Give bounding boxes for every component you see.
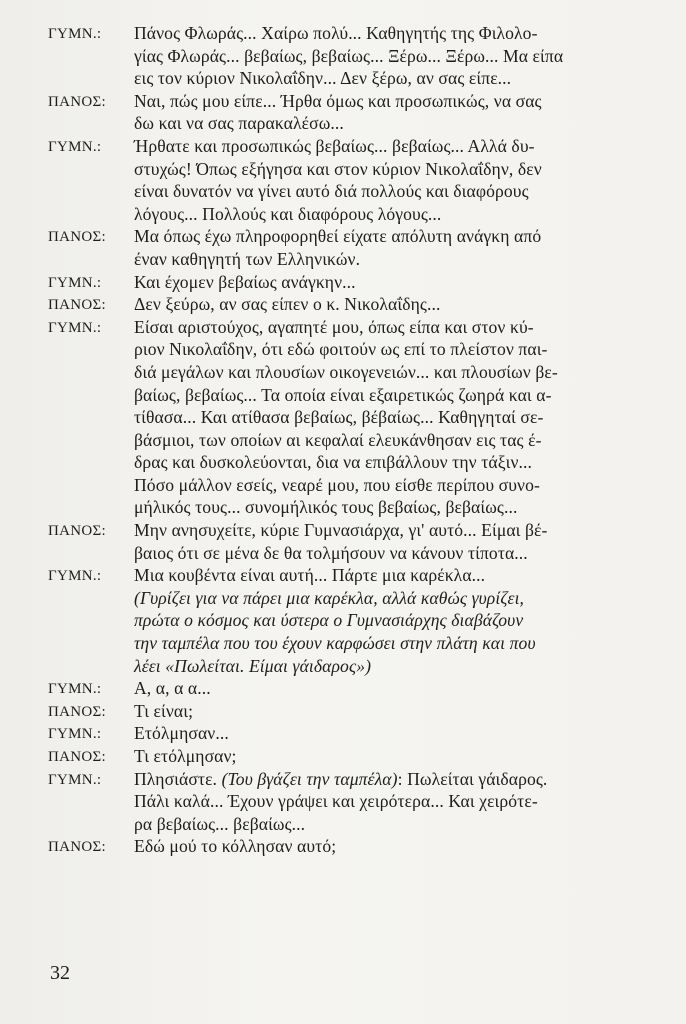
dialogue-text: [134, 677, 658, 700]
text-line: στυχώς! Όπως εξήγησα και στον κύριον Νικολαΐδην, δεν: [134, 158, 542, 179]
dialogue-text: [134, 564, 658, 677]
dialogue-entry: [48, 677, 658, 700]
text-line: δρας και δυσκολεύονται, δια να επιβάλλουν την τάξιν...: [134, 452, 533, 473]
text-line: Και έχομεν βεβαίως ανάγκην...: [134, 271, 356, 292]
text-line: δω και να σας παρακαλέσω...: [134, 113, 344, 134]
dialogue-entry: [48, 835, 658, 858]
speaker-label: ΓΥΜΝ.:: [48, 681, 102, 698]
dialogue-entry: [48, 225, 658, 270]
speaker-label: ΠΑΝΟΣ:: [48, 93, 107, 110]
speaker-label: ΓΥΜΝ.:: [48, 771, 102, 788]
speaker-label: ΠΑΝΟΣ:: [48, 229, 107, 246]
dialogue-entry: [48, 293, 658, 316]
text-line: τίθασα... Και ατίθασα βεβαίως, βέβαίως... Καθηγηταί σε-: [134, 407, 544, 428]
play-dialogue: [48, 22, 658, 858]
text-segment: Πλησιάστε.: [134, 768, 222, 789]
speaker-label: ΓΥΜΝ.:: [48, 319, 102, 336]
speaker-label: ΓΥΜΝ.:: [48, 726, 102, 743]
dialogue-entry: [48, 745, 658, 768]
text-line: Μα όπως έχω πληροφορηθεί είχατε απόλυτη ανάγκη από: [134, 226, 542, 247]
dialogue-entry: [48, 22, 658, 90]
text-line: μήλικός τους... συνομήλικός τους βεβαίως, βεβαίως...: [134, 497, 518, 518]
text-line: Εδώ μού το κόλλησαν αυτό;: [134, 836, 337, 857]
dialogue-text: [134, 722, 658, 745]
text-line: έναν καθηγητή των Ελληνικών.: [134, 248, 361, 269]
stage-direction-line: πρώτα ο κόσμος και ύστερα ο Γυμνασιάρχης διαβάζουν: [134, 610, 524, 631]
dialogue-text: [134, 316, 658, 519]
speaker-label: ΠΑΝΟΣ:: [48, 703, 107, 720]
dialogue-text: [134, 22, 658, 90]
text-line: Τι ετόλμησαν;: [134, 746, 237, 766]
text-line: διά μεγάλων και πλουσίων οικογενειών... και πλουσίων βε-: [134, 361, 558, 382]
text-line: βαίως, βεβαίως... Τα οποία είναι εξαιρετικώς ζωηρά και α-: [134, 384, 552, 405]
speaker-label: ΓΥΜΝ.:: [48, 138, 102, 155]
text-line: βαιος ότι σε μένα δε θα τολμήσουν να κάνουν τίποτα...: [134, 542, 528, 563]
dialogue-entry: [48, 700, 658, 723]
dialogue-entry: [48, 722, 658, 745]
inline-stage-direction: (Του βγάζει την ταμπέλα): [221, 768, 398, 789]
dialogue-entry: [48, 90, 658, 135]
text-line: ρα βεβαίως... βεβαίως...: [134, 813, 306, 834]
dialogue-text: [134, 271, 658, 294]
speaker-label: ΠΑΝΟΣ:: [48, 297, 107, 314]
text-line: Πάνος Φλωράς... Χαίρω πολύ... Καθηγητής της Φιλολο-: [134, 23, 538, 43]
dialogue-text: [134, 700, 658, 723]
dialogue-entry: [48, 135, 658, 225]
text-line: Μια κουβέντα είναι αυτή... Πάρτε μια καρέκλα...: [134, 565, 486, 586]
text-line: Δεν ξεύρω, αν σας είπεν ο κ. Νικολαΐδης...: [134, 294, 441, 315]
text-line: Είσαι αριστούχος, αγαπητέ μου, όπως είπα και στον κύ-: [134, 316, 534, 337]
text-line: βάσμιοι, των οποίων αι κεφαλαί ελευκάνθησαν εις τας έ-: [134, 429, 542, 450]
speaker-label: ΠΑΝΟΣ:: [48, 839, 107, 856]
text-line: Πάλι καλά... Έχουν γράψει και χειρότερα... Και χειρότε-: [134, 791, 538, 812]
dialogue-entry: [48, 271, 658, 294]
text-line: Μην ανησυχείτε, κύριε Γυμνασιάρχα, γι' αυτό... Είμαι βέ-: [134, 520, 548, 541]
dialogue-entry: [48, 564, 658, 677]
dialogue-entry: [48, 316, 658, 519]
text-line: γίας Φλωράς... βεβαίως, βεβαίως... Ξέρω... Ξέρω... Μα είπα: [134, 45, 564, 66]
text-line-with-direction: [134, 768, 658, 791]
stage-direction-line: την ταμπέλα που του έχουν καρφώσει στην πλάτη και που: [134, 633, 536, 654]
speaker-label: ΓΥΜΝ.:: [48, 26, 102, 42]
dialogue-text: [134, 293, 658, 316]
page-number: 32: [50, 962, 70, 984]
text-line: Ναι, πώς μου είπε... Ήρθα όμως και προσωπικώς, να σας: [134, 90, 542, 111]
stage-direction-line: λέει «Πωλείται. Είμαι γάιδαρος»): [134, 655, 372, 676]
dialogue-text: [134, 768, 658, 836]
speaker-label: ΠΑΝΟΣ:: [48, 749, 107, 765]
text-line: ριον Νικολαΐδην, ότι εδώ φοιτούν ως επί το πλείστον παι-: [134, 339, 548, 360]
dialogue-text: [134, 135, 658, 225]
dialogue-entry: [48, 519, 658, 564]
dialogue-text: [134, 90, 658, 135]
text-line: Τι είναι;: [134, 700, 194, 721]
text-line: Πόσο μάλλον εσείς, νεαρέ μου, που είσθε περίπου συνο-: [134, 474, 540, 495]
text-line: είναι δυνατόν να γίνει αυτό διά πολλούς και διαφόρους: [134, 181, 529, 202]
speaker-label: ΓΥΜΝ.:: [48, 274, 102, 291]
dialogue-text: [134, 835, 658, 858]
dialogue-text: [134, 519, 658, 564]
text-segment: : Πωλείται γάιδαρος.: [397, 768, 548, 789]
text-line: Α, α, α α...: [134, 678, 211, 699]
stage-direction-line: (Γυρίζει για να πάρει μια καρέκλα, αλλά καθώς γυρίζει,: [134, 587, 525, 608]
speaker-label: ΠΑΝΟΣ:: [48, 523, 107, 540]
text-line: εις τον κύριον Νικολαΐδην... Δεν ξέρω, αν σας είπε...: [134, 68, 512, 89]
speaker-label: ΓΥΜΝ.:: [48, 568, 102, 585]
dialogue-entry: [48, 768, 658, 836]
dialogue-text: [134, 745, 658, 768]
dialogue-text: [134, 225, 658, 270]
text-line: Ήρθατε και προσωπικώς βεβαίως... βεβαίως... Αλλά δυ-: [134, 135, 535, 156]
text-line: Ετόλμησαν...: [134, 723, 229, 744]
text-line: λόγους... Πολλούς και διαφόρους λόγους...: [134, 203, 442, 224]
